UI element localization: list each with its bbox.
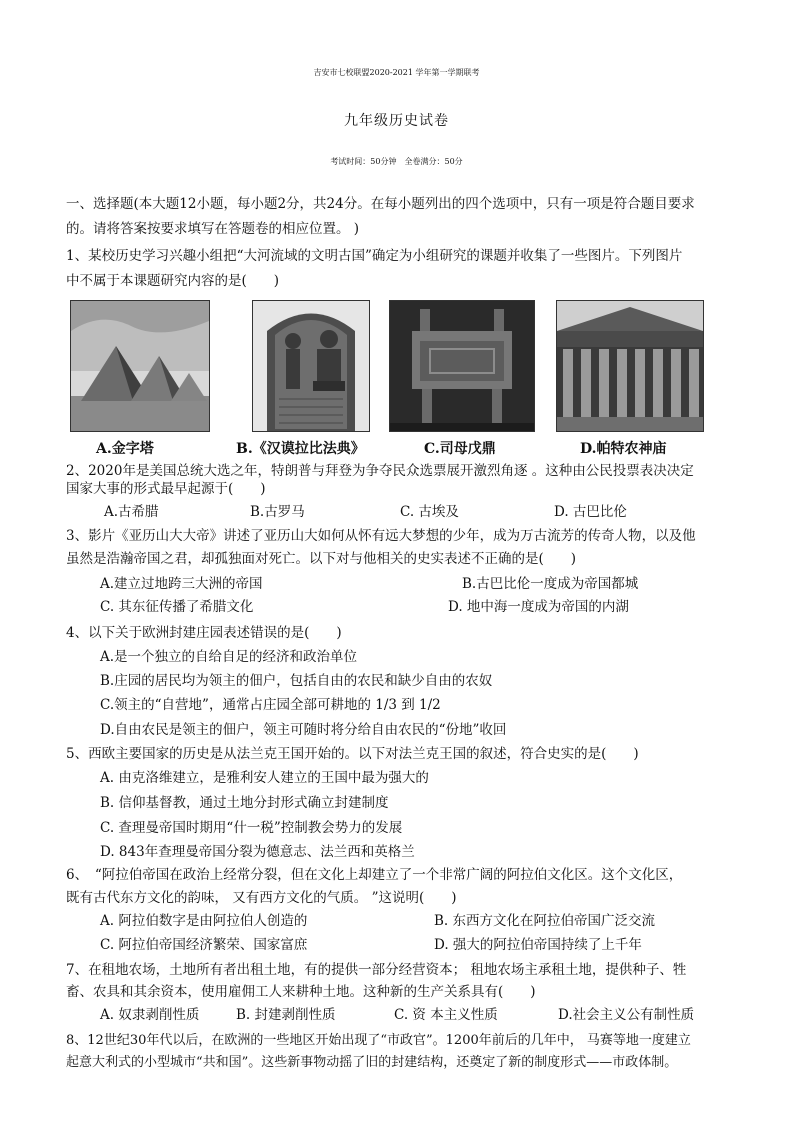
q6-stem-line2: 既有古代东方文化的韵味， 又有西方文化的气质。 ”这说明( ) xyxy=(66,890,457,906)
q1-stem-line1: 1、某校历史学习兴趣小组把“大河流域的文明古国”确定为小组研究的课题并收集了一些图片。下列图片 xyxy=(66,248,683,264)
q5-stem: 5、西欧主要国家的历史是从法兰克王国开始的。以下对法兰克王国的叙述，符合史实的是( ) xyxy=(66,746,639,762)
q7-option-b: B. 封建剥削性质 xyxy=(236,1007,336,1023)
q3-option-c: C. 其东征传播了希腊文化 xyxy=(100,599,254,615)
q3-stem-line1: 3、影片《亚历山大大帝》讲述了亚历山大如何从怀有远大梦想的少年，成为万古流芳的传奇人物，以及他 xyxy=(66,528,696,544)
simuwu-ding-image xyxy=(389,300,535,432)
pyramids-image xyxy=(70,300,210,432)
hammurabi-stele-image xyxy=(252,300,370,432)
q3-stem-line2: 虽然是浩瀚帝国之君，却孤独面对死亡。以下对与他相关的史实表述不正确的是( ) xyxy=(66,551,577,567)
parthenon-image xyxy=(556,300,704,432)
exam-meta: 考试时间：50分钟 全卷满分：50分 xyxy=(330,157,463,166)
caption-d: D.帕特农神庙 xyxy=(580,441,667,457)
section-intro-line1: 一、选择题(本大题12小题，每小题2分，共24分。在每小题列出的四个选项中，只有一项是符合题目要求 xyxy=(66,196,695,212)
q6-option-a: A. 阿拉伯数字是由阿拉伯人创造的 xyxy=(100,913,308,929)
caption-b: B.《汉谟拉比法典》 xyxy=(236,441,365,457)
q6-option-d: D. 强大的阿拉伯帝国持续了上千年 xyxy=(434,937,642,953)
q3-option-b: B.古巴比伦一度成为帝国都城 xyxy=(462,576,639,592)
q5-option-c: C. 查理曼帝国时期用“什一税”控制教会势力的发展 xyxy=(100,820,403,836)
q4-stem: 4、以下关于欧洲封建庄园表述错误的是( ) xyxy=(66,625,342,641)
q7-stem-line2: 畜、农具和其余资本，使用雇佣工人来耕种土地。这种新的生产关系具有( ) xyxy=(66,984,536,1000)
q7-option-d: D.社会主义公有制性质 xyxy=(558,1007,695,1023)
q6-option-c: C. 阿拉伯帝国经济繁荣、国家富庶 xyxy=(100,937,308,953)
q2-option-c: C. 古埃及 xyxy=(400,504,459,520)
q7-option-c: C. 资 本主义性质 xyxy=(394,1007,498,1023)
q3-option-d: D. 地中海一度成为帝国的内湖 xyxy=(448,599,629,615)
q5-option-b: B. 信仰基督教，通过土地分封形式确立封建制度 xyxy=(100,795,389,811)
q2-option-d: D. 古巴比伦 xyxy=(554,504,627,520)
q6-stem-line1: 6、 “阿拉伯帝国在政治上经常分裂，但在文化上却建立了一个非常广阔的阿拉伯文化区。这个文化区， xyxy=(66,867,683,883)
q2-stem-line1: 2、2020年是美国总统大选之年，特朗普与拜登为争夺民众选票展开激烈角逐 。这种由公民投票表决决定 xyxy=(66,463,694,479)
q2-option-b: B.古罗马 xyxy=(250,504,305,520)
section-intro-line2: 的。请将答案按要求填写在答题卷的相应位置。 ) xyxy=(66,221,360,237)
caption-c: C.司母戊鼎 xyxy=(424,441,496,457)
q1-stem-line2: 中不属于本课题研究内容的是( ) xyxy=(66,273,280,289)
q5-option-a: A. 由克洛维建立，是雅利安人建立的王国中最为强大的 xyxy=(100,770,429,786)
q4-option-d: D.自由农民是领主的佃户，领主可随时将分给自由农民的“份地”收回 xyxy=(100,722,507,738)
q2-option-a: A.古希腊 xyxy=(104,504,159,520)
q3-option-a: A.建立过地跨三大洲的帝国 xyxy=(100,576,263,592)
q7-stem-line1: 7、在租地农场，土地所有者出租土地，有的提供一部分经营资本； 租地农场主承租土地，提供种子、牲 xyxy=(66,962,687,978)
q4-option-b: B.庄园的居民均为领主的佃户，包括自由的农民和缺少自由的农奴 xyxy=(100,673,493,689)
q2-stem-line2: 国家大事的形式最早起源于( ) xyxy=(66,481,266,497)
caption-a: A.金字塔 xyxy=(96,441,154,457)
q8-stem-line2: 起意大利式的小型城市“共和国”。这些新事物动摇了旧的封建结构，还奠定了新的制度形式——市政体制。 xyxy=(66,1055,678,1070)
school-title: 吉安市七校联盟2020-2021 学年第一学期联考 xyxy=(313,68,480,77)
q5-option-d: D. 843年查理曼帝国分裂为德意志、法兰西和英格兰 xyxy=(100,844,415,860)
q6-option-b: B. 东西方文化在阿拉伯帝国广泛交流 xyxy=(434,913,656,929)
exam-title: 九年级历史试卷 xyxy=(344,113,449,129)
q8-stem-line1: 8、12世纪30年代以后，在欧洲的一些地区开始出现了“市政官”。1200年前后的几年中， 马赛等地一度建立 xyxy=(66,1033,691,1048)
q4-option-c: C.领主的“自营地”，通常占庄园全部可耕地的 1/3 到 1/2 xyxy=(100,697,441,713)
q4-option-a: A.是一个独立的自给自足的经济和政治单位 xyxy=(100,649,358,665)
q7-option-a: A. 奴隶剥削性质 xyxy=(100,1007,200,1023)
